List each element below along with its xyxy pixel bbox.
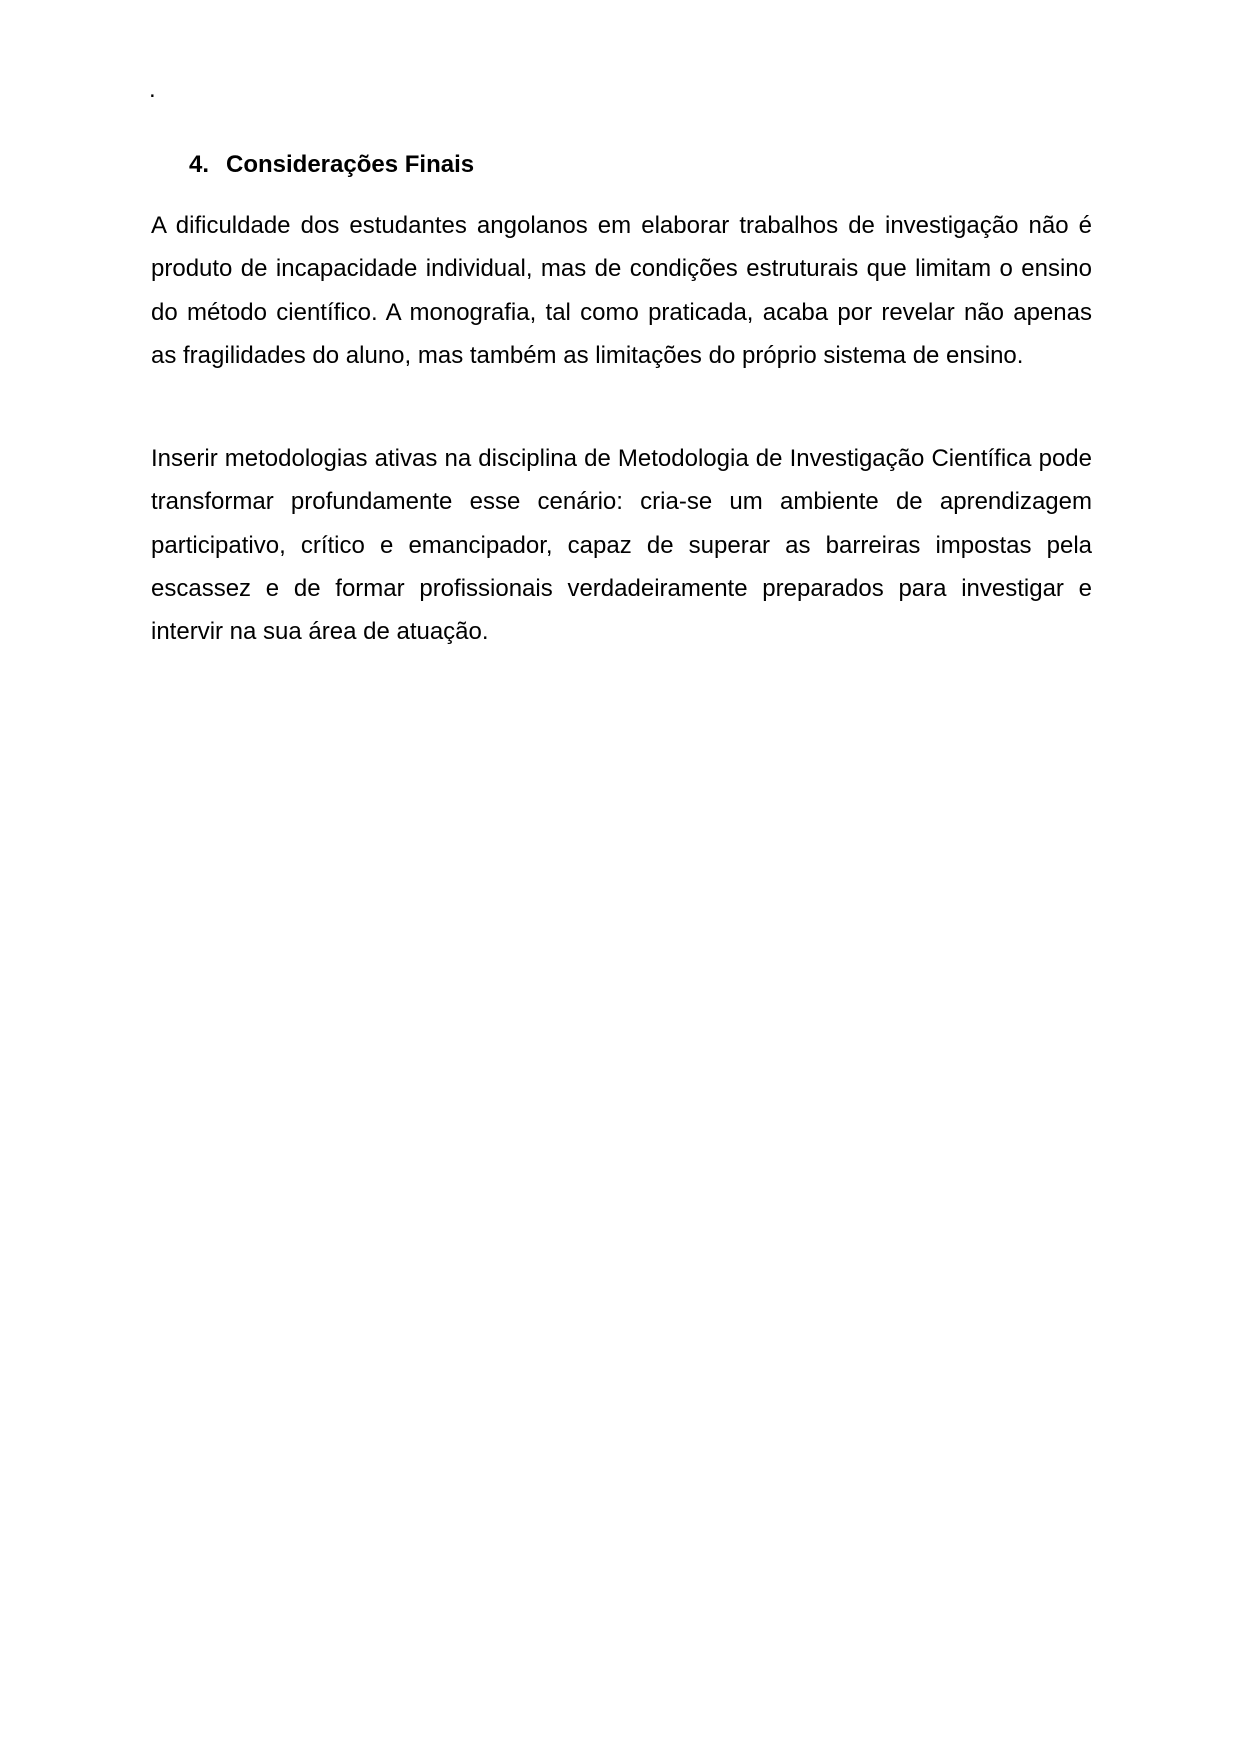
body-paragraph-1: A dificuldade dos estudantes angolanos em elaborar trabalhos de investigação não é produto de incapacidade individual, mas de condições estruturais que limitam o ensino do método científico. A monografia, tal como praticada, acaba por revelar não apenas as fragilidades do aluno, mas também as limitações do próprio sistema de ensino. bbox=[151, 212, 1092, 369]
section-title: Considerações Finais bbox=[226, 151, 475, 178]
section-heading bbox=[189, 150, 474, 180]
stray-period: . bbox=[149, 76, 156, 103]
body-paragraph-2: Inserir metodologias ativas na disciplina de Metodologia de Investigação Científica pode transformar profundamente esse cenário: cria-se um ambiente de aprendizagem participativo, crítico e emancipador, capaz de superar as barreiras impostas pela escassez e de formar profissionais verdadeiramente preparados para investigar e intervir na sua área de atuação. bbox=[151, 445, 1092, 646]
section-number: 4. bbox=[189, 151, 210, 178]
